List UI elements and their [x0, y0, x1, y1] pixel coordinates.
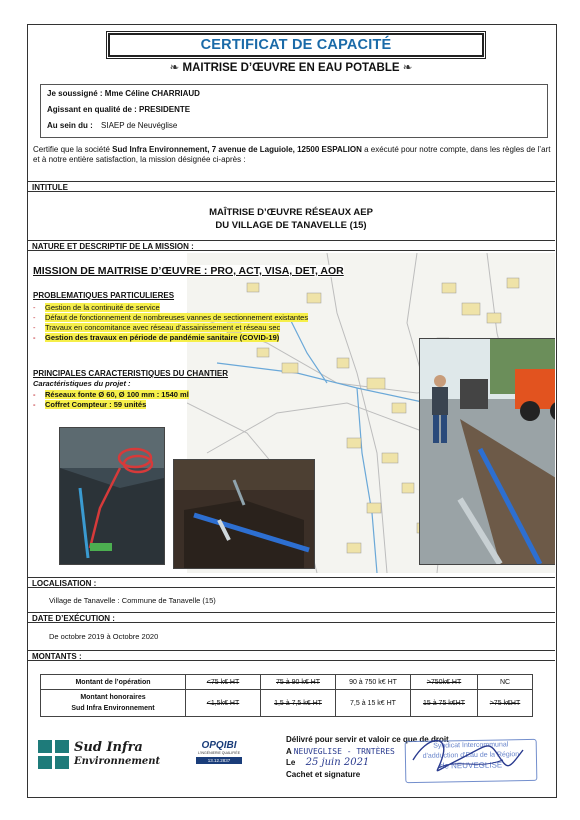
pipe-photo-center [173, 459, 315, 569]
worksite-photo-right [419, 338, 555, 565]
mission-block [27, 253, 555, 573]
section-date: DATE D’EXÉCUTION : [27, 612, 555, 623]
identity-box [40, 84, 548, 138]
certification-text: Certifie que la société Sud Infra Environnement, 7 avenue de Laguiole, 12500 ESPALION a exécuté pour notre compte, dans les règles de l’art et à notre entière satisfaction, la mission désignée ci-après : [33, 145, 551, 164]
problem-item: - Gestion des travaux en période de pandémie sanitaire (COVID-19) [33, 333, 280, 342]
mission-title: MISSION DE MAITRISE D’ŒUVRE : PRO, ACT, VISA, DET, AOR [33, 265, 344, 277]
sud-infra-logo: Sud Infra Environnement [38, 740, 168, 774]
characteristic-item: - Coffret Compteur : 59 unités [33, 400, 147, 409]
section-nature: NATURE ET DESCRIPTIF DE LA MISSION : [27, 240, 555, 251]
ornament-right-icon: ❧ [402, 62, 413, 74]
section-localisation: LOCALISATION : [27, 577, 555, 588]
capacity-line: Agissant en qualité de : PRESIDENTE [47, 105, 191, 114]
problem-item: - Défaut de fonctionnement de nombreuses vannes de sectionnement existantes [33, 313, 309, 322]
delivery-block: Délivré pour servir et valoir ce que de droit A NEUVEGLISE - TRNTÈRES Le 25 juin 2021 Cachet et signature [286, 735, 449, 779]
handwritten-place: NEUVEGLISE - TRNTÈRES [293, 746, 395, 756]
trench-photo-left [59, 427, 165, 565]
problems-heading: PROBLEMATIQUES PARTICULIERES [33, 291, 175, 300]
signature-mark [408, 730, 528, 780]
ornament-left-icon: ❧ [169, 62, 180, 74]
company-address: Sud Infra Environnement, 7 avenue de Laguiole, 12500 ESPALION [112, 145, 362, 154]
intitule-block: MAÎTRISE D’ŒUVRE RÉSEAUX AEP DU VILLAGE DE TANAVELLE (15) [209, 207, 373, 231]
official-stamp: Syndicat Intercommunal d'adduction d'Eau de la Région de NEUVEGLISE [405, 739, 538, 783]
characteristic-item: - Réseaux fonte Ø 60, Ø 100 mm : 1540 ml [33, 390, 189, 399]
section-intitule: INTITULE [27, 181, 555, 192]
opqibi-logo: OPQIBI L'INGÉNIERIE QUALIFIÉE 13.12.2837 [197, 740, 241, 763]
table-row: Montant de l’opération <75 k€ HT 75 à 90 k€ HT 90 à 750 k€ HT >750k€ HT NC [41, 675, 533, 690]
sud-infra-mark-icon [38, 740, 78, 772]
section-montants: MONTANTS : [27, 650, 555, 661]
problem-item: - Gestion de la continuité de service [33, 303, 160, 312]
handwritten-date: 25 juin 2021 [305, 757, 370, 768]
project-note: Caractéristiques du projet : [33, 379, 131, 388]
certificate-title: CERTIFICAT DE CAPACITÉ [200, 37, 392, 53]
subtitle-text: MAITRISE D’ŒUVRE EN EAU POTABLE [182, 62, 400, 74]
table-row: Montant honoraires Sud Infra Environnement <1,5k€ HT 1,5 à 7,5 k€ HT 7,5 à 15 k€ HT 15 à 75 k€HT >75 k€HT [41, 690, 533, 717]
certificate-title-box [108, 33, 484, 57]
within-value: SIAEP de Neuvéglise [101, 121, 178, 130]
signer-line: Je soussigné : Mme Céline CHARRIAUD [47, 89, 200, 98]
problem-item: - Travaux en concomitance avec réseau d’assainissement et réseau sec [33, 323, 281, 332]
within-label: Au sein du : [47, 121, 93, 130]
characteristics-heading: PRINCIPALES CARACTERISTIQUES DU CHANTIER [33, 369, 228, 378]
montants-table [40, 674, 533, 717]
date-text: De octobre 2019 à Octobre 2020 [49, 632, 159, 641]
localisation-text: Village de Tanavelle : Commune de Tanavelle (15) [49, 596, 216, 605]
certificate-subtitle [27, 60, 555, 74]
